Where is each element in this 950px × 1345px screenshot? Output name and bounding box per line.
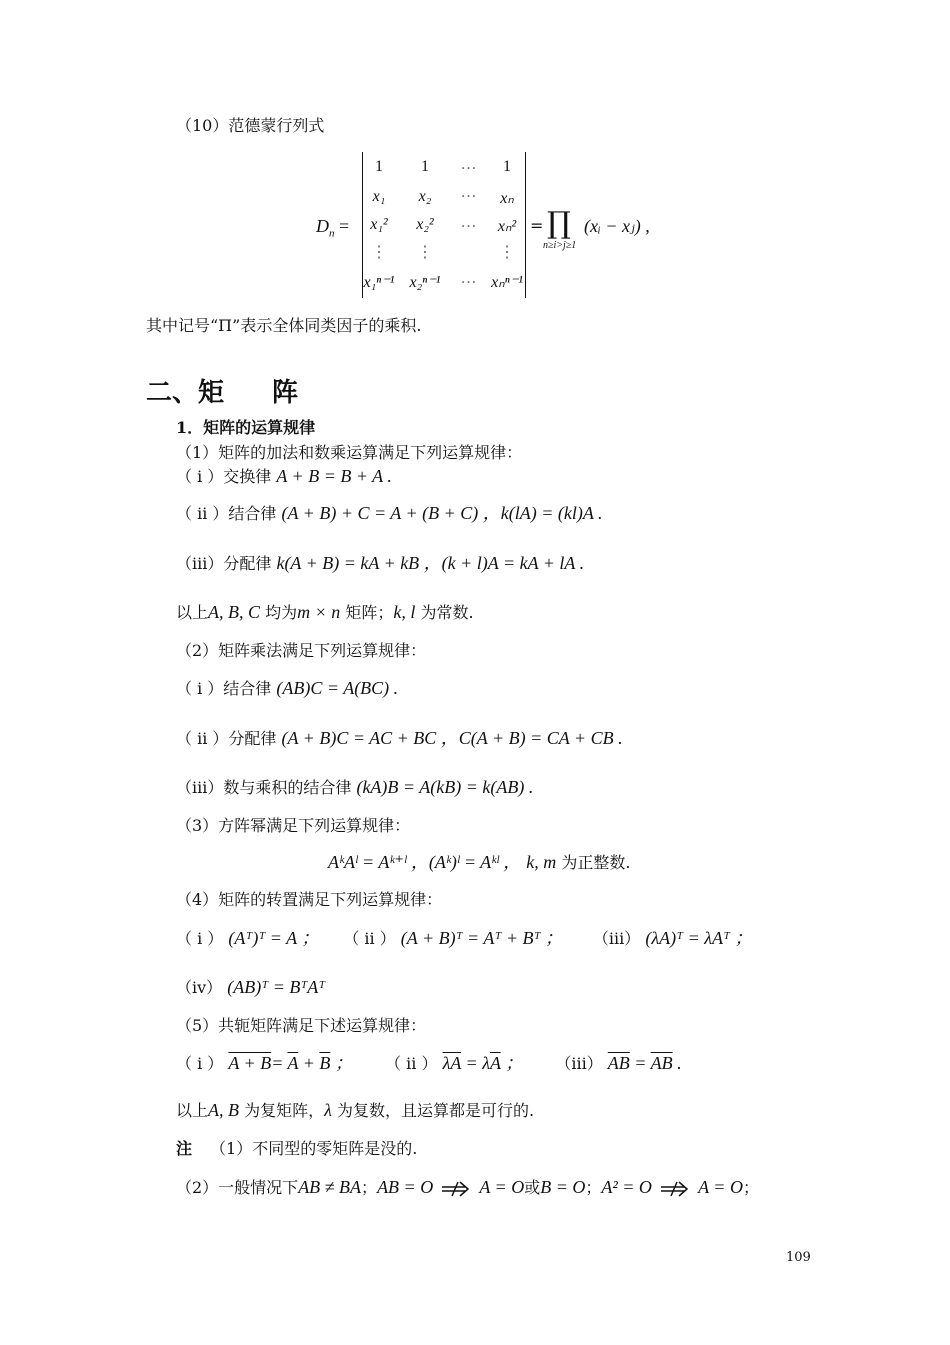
text: 以上 xyxy=(176,603,209,622)
overlined-term: A + B xyxy=(228,1053,272,1073)
rule-label: （iii）分配律 xyxy=(176,554,272,573)
math: k, m xyxy=(526,852,557,872)
rule-formula: (AB)ᵀ = BᵀAᵀ xyxy=(227,977,326,997)
math: AB ≠ BA xyxy=(298,1177,362,1197)
rule-label: （ ii ） xyxy=(385,1054,438,1073)
rule-label: （iii）数与乘积的结合律 xyxy=(176,778,352,797)
transpose-rules xyxy=(176,928,753,949)
text: 为常数. xyxy=(420,603,474,622)
rule-formula: (A + B)ᵀ = Aᵀ + Bᵀ ； xyxy=(400,928,563,948)
math: = xyxy=(271,1053,288,1073)
rule-label: （ ii ）分配律 xyxy=(176,729,277,748)
math: m × n xyxy=(297,602,341,622)
det-cell: x₂ xyxy=(418,188,432,205)
rule-label: （ i ） xyxy=(176,1054,224,1073)
conjugate-rules xyxy=(176,1053,682,1074)
det-subscript: n xyxy=(329,227,335,240)
text: 为正整数. xyxy=(561,853,631,872)
rule-scalar-assoc xyxy=(176,777,533,798)
rule-associative xyxy=(176,503,603,524)
subsection-title: 1．矩阵的运算规律 xyxy=(176,418,316,437)
math: A, B, C xyxy=(208,602,261,622)
overlined-term: $\overline{B}$ xyxy=(319,1053,331,1073)
det-rhs-equals: = xyxy=(530,216,544,235)
math: A² = O xyxy=(601,1177,652,1197)
det-cell: x₁² xyxy=(370,216,388,233)
rule-formula xyxy=(608,1053,682,1073)
rule-formula: (A + B) + C = A + (B + C) ，k(lA) = (kl)A . xyxy=(281,503,603,523)
overlined-term: $\overline{\lambda A}$ xyxy=(442,1053,462,1073)
math: λ xyxy=(324,1100,332,1120)
det-cell: xₙ² xyxy=(497,218,517,235)
det-cell: x₁ xyxy=(372,188,386,205)
section-title-part: 阵 xyxy=(272,378,299,408)
det-cell: xₙⁿ⁻¹ xyxy=(491,274,523,291)
rule-mult-distributive xyxy=(176,728,623,749)
text: 为复矩阵， xyxy=(244,1101,325,1120)
overlined-term: $\overline{A}$ xyxy=(287,1053,299,1073)
section-title xyxy=(146,372,298,409)
math: A = O xyxy=(698,1177,743,1197)
item-10-heading: （10）范德蒙行列式 xyxy=(176,116,325,135)
pi-note: 其中记号“Π”表示全体同类因子的乘积. xyxy=(146,316,422,335)
math: AB = O xyxy=(377,1177,434,1197)
text: ； xyxy=(742,1178,759,1197)
overlined-term: $\overline{A}$ xyxy=(489,1053,501,1073)
note-1 xyxy=(176,1139,417,1159)
rule-formula: (Aᵀ)ᵀ = A ； xyxy=(228,928,320,948)
math: ； xyxy=(500,1053,524,1073)
det-cell: ⋮ xyxy=(499,244,515,261)
para-3: （3）方阵幂满足下列运算规律： xyxy=(176,816,411,835)
para-1-note xyxy=(176,602,474,623)
not-implies-icon xyxy=(438,1179,474,1199)
para-4: （4）矩阵的转置满足下列运算规律： xyxy=(176,890,443,909)
det-lhs xyxy=(316,216,350,240)
rule-label: （ i ）结合律 xyxy=(176,679,272,698)
det-cell: ⋮ xyxy=(371,244,387,261)
text: （1）不同型的零矩阵是没的. xyxy=(210,1139,418,1158)
rule-formula: (A + B)C = AC + BC ，C(A + B) = CA + CB . xyxy=(281,728,623,748)
math: A = O xyxy=(479,1177,525,1197)
det-cell: x₂ⁿ⁻¹ xyxy=(409,274,441,291)
section-title-part: 二、矩 xyxy=(146,378,225,408)
rule-formula xyxy=(228,1053,352,1073)
math: A, B xyxy=(208,1100,240,1120)
det-cell: … xyxy=(460,214,478,231)
det-cell: ⋮ xyxy=(417,244,433,261)
math: = xyxy=(461,1053,483,1073)
math: = xyxy=(629,1053,651,1073)
note-2 xyxy=(176,1177,759,1199)
det-cell: 1 xyxy=(375,158,383,175)
det-cell: … xyxy=(460,270,478,287)
rule-label: （ ii ）结合律 xyxy=(176,504,277,523)
rule-formula: (λA)ᵀ = λAᵀ ； xyxy=(645,928,753,948)
rule-formula: k(A + B) = kA + kB ，(k + l)A = kA + lA . xyxy=(276,553,585,573)
rule-label: （iv） xyxy=(176,978,223,997)
vandermonde-determinant xyxy=(362,152,526,298)
para-1: （1）矩阵的加法和数乘运算满足下列运算规律： xyxy=(176,443,523,462)
det-cell: x₁ⁿ⁻¹ xyxy=(363,274,395,291)
math: B = O xyxy=(540,1177,586,1197)
overlined-term: $\overline{AB}$ xyxy=(607,1053,630,1073)
rule-label: （iii） xyxy=(555,1054,603,1073)
math: k, l xyxy=(393,602,416,622)
rule-distributive xyxy=(176,553,584,574)
product-range: n≥i>j≥1 xyxy=(543,240,577,251)
rule-formula xyxy=(443,1053,524,1073)
rule-formula: (AB)C = A(BC) . xyxy=(276,678,399,698)
rule-label: （ i ） xyxy=(176,929,224,948)
math: . xyxy=(672,1053,682,1073)
rule-label: （iii） xyxy=(592,929,641,948)
text: 矩阵； xyxy=(345,603,394,622)
text: 以上 xyxy=(176,1101,209,1120)
power-rules xyxy=(328,852,630,873)
para-2: （2）矩阵乘法满足下列运算规律： xyxy=(176,641,427,660)
transpose-rule-iv xyxy=(176,977,325,998)
det-equals: = xyxy=(339,216,350,236)
overlined-term: $\overline{A}$ xyxy=(650,1053,662,1073)
text: ； xyxy=(361,1178,378,1197)
rule-label: （ ii ） xyxy=(343,929,396,948)
det-cell: xₙ xyxy=(500,190,514,207)
rule-commutative xyxy=(176,466,392,487)
not-implies-icon xyxy=(657,1179,693,1199)
page-number: 109 xyxy=(786,1250,811,1265)
det-cell: 1 xyxy=(421,158,429,175)
math: λ xyxy=(482,1053,490,1073)
rule-mult-associative xyxy=(176,678,398,699)
det-cell: x₂² xyxy=(416,216,434,233)
overlined-term: $\overline{B}$ xyxy=(661,1053,673,1073)
para-5-note xyxy=(176,1100,534,1121)
text: 或 xyxy=(524,1178,541,1197)
product-term: (xᵢ − xⱼ) , xyxy=(584,216,650,236)
text: 为复数，且运算都是可行的. xyxy=(337,1101,535,1120)
det-cell: … xyxy=(460,156,478,173)
math: ； xyxy=(330,1053,353,1073)
det-symbol: D xyxy=(316,216,329,236)
para-5: （5）共轭矩阵满足下述运算规律： xyxy=(176,1016,427,1035)
text: （2）一般情况下 xyxy=(176,1178,299,1197)
rule-label: （ i ）交换律 xyxy=(176,467,272,486)
rule-formula: A + B = B + A . xyxy=(276,466,392,486)
det-cell: … xyxy=(460,184,478,201)
product-symbol: ∏ xyxy=(547,206,571,241)
det-cell: 1 xyxy=(503,158,511,175)
text: 均为 xyxy=(265,603,298,622)
rule-formula: AᵏAˡ = Aᵏ⁺ˡ ，(Aᵏ)ˡ = Aᵏˡ ， xyxy=(328,852,522,872)
note-label: 注 xyxy=(176,1139,193,1158)
text: ； xyxy=(585,1178,602,1197)
math: + xyxy=(298,1053,320,1073)
rule-formula: (kA)B = A(kB) = k(AB) . xyxy=(356,777,534,797)
